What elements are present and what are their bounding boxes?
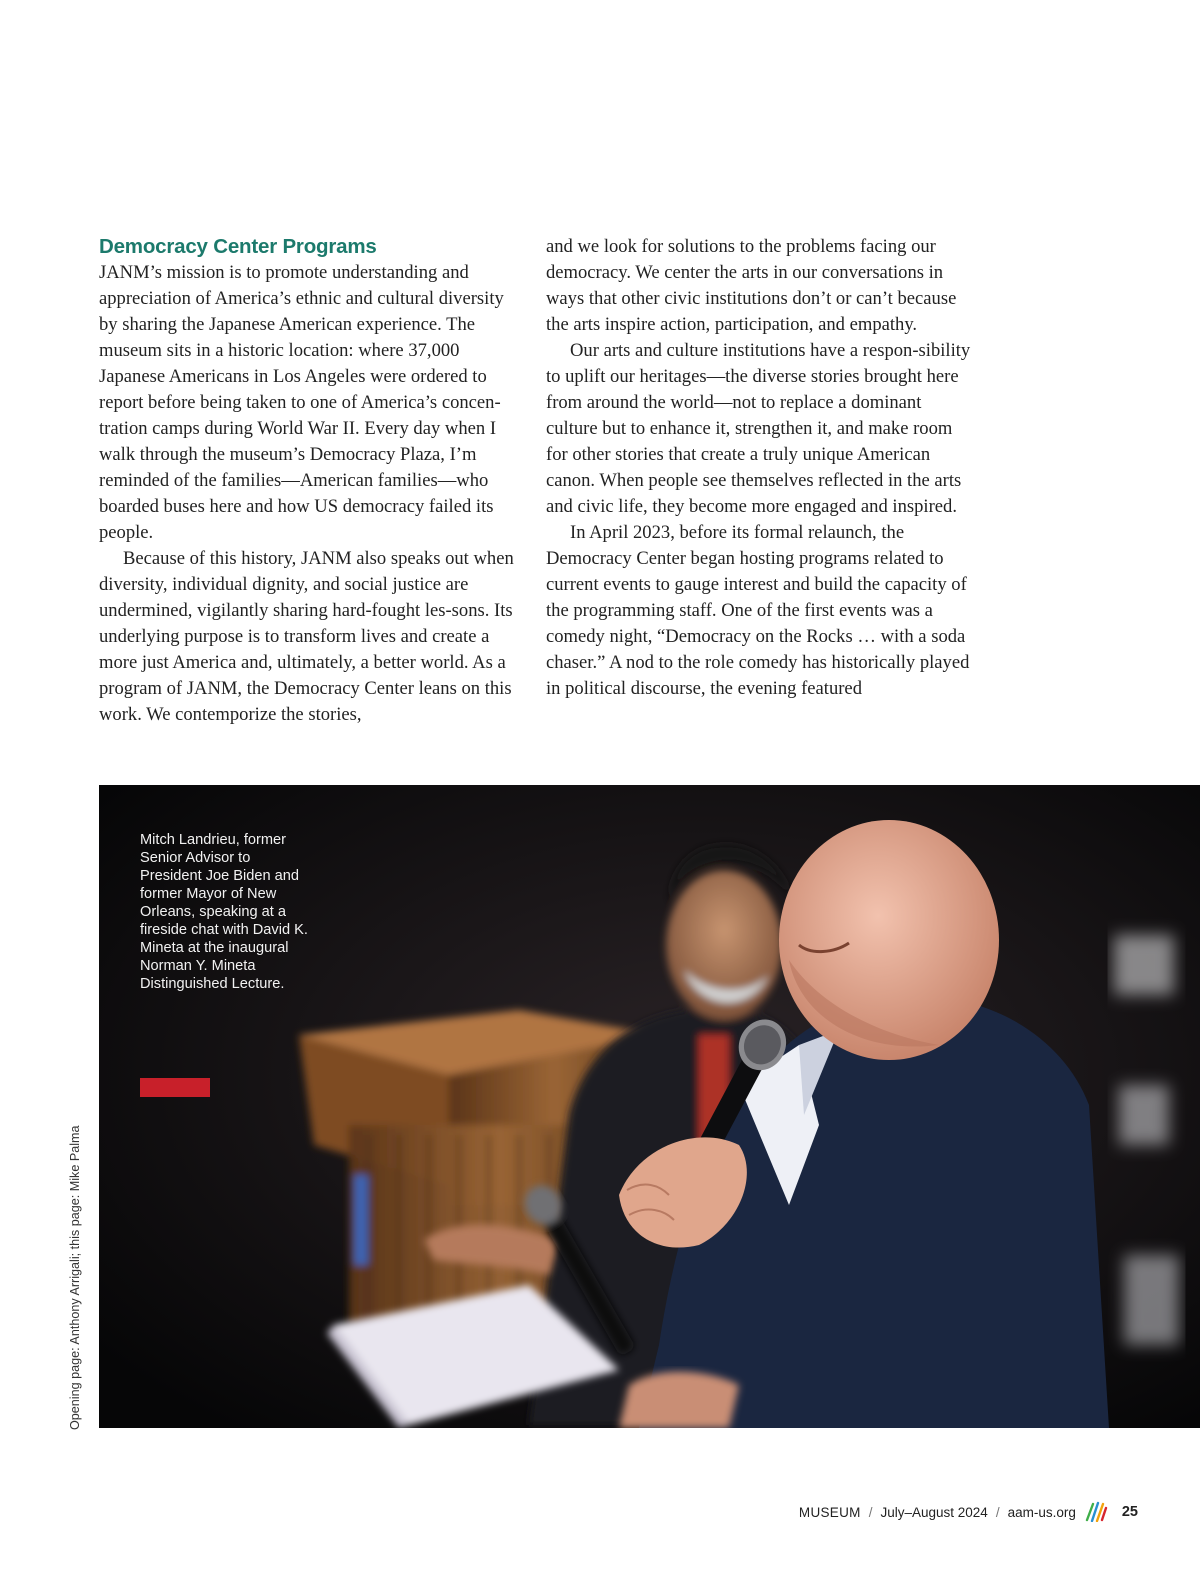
footer-publication: MUSEUM (798, 1504, 861, 1520)
article-column-left (99, 234, 527, 728)
section-heading: Democracy Center Programs (99, 235, 377, 258)
photo-credit: Opening page: Anthony Arrigali; this page: Mike Palma (68, 1125, 82, 1430)
article-paragraph: Because of this history, JANM also speaks out when diversity, individual dignity, and social justice are undermined, vigilantly sharing hard-fought les-sons. Its underlying purpose is to transform lives and create a more just America and, ultimately, a better world. As a program of JANM, the Democracy Center leans on this work. We contemporize the stories, (99, 548, 514, 725)
footer-separator: / (995, 1504, 1000, 1520)
article-paragraph: and we look for solutions to the problems facing our democracy. We center the arts in our conversations in ways that other civic institutions don’t or can’t because the arts inspire action, participation, and empathy. (546, 236, 957, 335)
article-paragraph: Our arts and culture institutions have a respon-sibility to uplift our heritages—the diverse stories brought here from around the world—not to replace a dominant culture but to enhance it, strengthen it, and make room for other stories that create a truly unique American canon. When people see themselves reflected in the arts and civic life, they become more engaged and inspired. (546, 340, 971, 517)
aam-stripes-logo-icon (1084, 1500, 1108, 1525)
page-footer (799, 1501, 1138, 1523)
article-column-right (546, 234, 974, 702)
caption-accent-bar (140, 1078, 210, 1097)
footer-issue: July–August 2024 (880, 1504, 988, 1520)
photo-caption: Mitch Landrieu, former Senior Advisor to President Joe Biden and former Mayor of New Orleans, speaking at a fireside chat with David K. Mineta at the inaugural Norman Y. Mineta Distinguished Lecture. (140, 832, 308, 992)
footer-separator: / (868, 1504, 873, 1520)
page-number: 25 (1121, 1504, 1138, 1520)
footer-website: aam-us.org (1007, 1504, 1076, 1520)
article-paragraph: In April 2023, before its formal relaunch, the Democracy Center began hosting programs related to current events to gauge interest and build the capacity of the programming staff. One of the first events was a comedy night, “Democracy on the Rocks … with a soda chaser.” A nod to the role comedy has historically played in political discourse, the evening featured (546, 522, 970, 699)
article-paragraph: JANM’s mission is to promote understanding and appreciation of America’s ethnic and cultural diversity by sharing the Japanese American experience. The museum sits in a historic location: where 37,000 Japanese Americans in Los Angeles were ordered to report before being taken to one of America’s concen-tration camps during World War II. Every day when I walk through the museum’s Democracy Plaza, I’m reminded of the families—American families—who boarded buses here and how US democracy failed its people. (99, 262, 504, 543)
